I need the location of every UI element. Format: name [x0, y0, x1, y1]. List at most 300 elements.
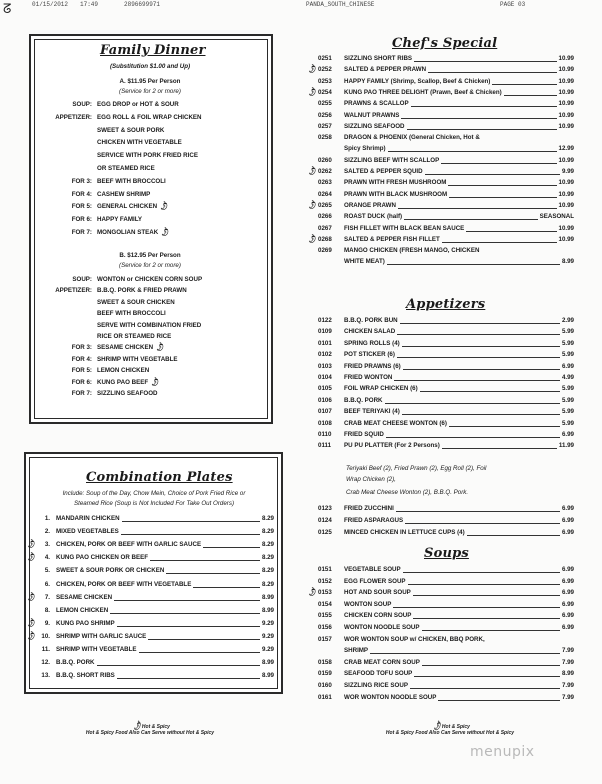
combo-number: 12.: [41, 659, 50, 667]
combo-price: 8.99: [261, 672, 274, 680]
chef-number: 0258: [318, 134, 332, 142]
app-number: 0105: [318, 385, 332, 393]
combo-number: 5.: [44, 567, 50, 575]
plan-b-label: FOR 5:: [71, 367, 92, 375]
plan-b-label: APPETIZER:: [55, 287, 92, 295]
plan-a-item: EGG ROLL & FOIL WRAP CHICKEN: [97, 113, 202, 121]
platter-note-3: Crab Meat Cheese Wonton (2), B.B.Q. Pork.: [346, 489, 469, 496]
pepper-icon: 🌶: [306, 64, 319, 76]
chef-row: [318, 133, 574, 144]
chef-row: [318, 257, 574, 268]
soup-name: CHICKEN CORN SOUP: [344, 612, 412, 620]
right-footer-legend: 🌶Hot & Spicy: [431, 721, 470, 732]
soup-leader: [344, 653, 574, 654]
plan-a-item: SERVICE WITH PORK FRIED RICE: [97, 152, 198, 160]
combo-row: [25, 539, 274, 551]
plan-a-item: SWEET & SOUR PORK: [97, 126, 165, 134]
combo-price: 9.29: [261, 619, 274, 627]
soup-name: VEGETABLE SOUP: [344, 566, 401, 573]
combination-note-1: Include: Soup of the Day, Chow Mein, Choice of Pork Fried Rice or: [62, 490, 246, 497]
chef-row: [318, 77, 574, 88]
soup-price: 7.99: [561, 693, 574, 701]
chef-price: 8.99: [561, 258, 574, 266]
soup-price: 6.99: [561, 566, 574, 573]
app-price: 4.99: [561, 374, 574, 381]
combo-price: 8.29: [261, 580, 274, 588]
soup-row: [318, 577, 574, 588]
chef-number: 0267: [318, 224, 332, 232]
app-row: [318, 441, 574, 452]
chef-price: 10.99: [558, 156, 574, 164]
chef-number: 0266: [318, 213, 332, 221]
app-name: B.B.Q. PORK BUN: [344, 317, 398, 324]
combo-name: CHICKEN, PORK OR BEEF WITH VEGETABLE: [56, 580, 192, 588]
pepper-icon: 🌶: [306, 234, 319, 245]
plan-b-item: SIZZLING SEAFOOD: [97, 390, 158, 397]
soup-number: 0154: [318, 600, 332, 608]
app-row: [318, 373, 574, 384]
combo-row: [25, 552, 274, 564]
chef-price: 10.99: [558, 66, 574, 74]
soup-number: 0158: [318, 658, 332, 666]
app-price: 6.99: [561, 362, 574, 370]
chef-row: [318, 190, 574, 201]
fax-date: 01/15/2012: [32, 1, 69, 8]
chef-row: [306, 166, 574, 178]
chef-price: 10.99: [558, 111, 574, 119]
app-price: 6.99: [561, 529, 574, 537]
chef-name: SIZZLING SHORT RIBS: [344, 55, 413, 62]
combo-name: B.B.Q. SHORT RIBS: [56, 672, 115, 680]
plan-b-price: B. $12.95 Per Person: [119, 252, 181, 259]
soup-number: 0159: [318, 670, 332, 678]
chef-row: [318, 111, 574, 122]
pepper-icon: 🌶: [306, 587, 319, 598]
soup-price: 7.99: [561, 647, 574, 655]
app-number: 0103: [318, 362, 332, 370]
combo-name: KUNG PAO CHICKEN OR BEEF: [56, 554, 149, 562]
combination-note-2: Steamed Rice (Soup is Not Included For Take Out Orders): [73, 500, 235, 507]
app-row: [318, 504, 574, 515]
combo-name: MIXED VEGETABLES: [56, 528, 119, 536]
app-name: FRIED ZUCCHINI: [344, 505, 394, 512]
app-row: [318, 419, 574, 430]
app-number: 0107: [318, 408, 332, 416]
app-number: 0108: [318, 419, 332, 427]
chef-price: 10.99: [558, 122, 574, 130]
app-number: 0109: [318, 328, 332, 336]
plan-a-item: HAPPY FAMILY: [97, 216, 143, 224]
plan-b-item: KUNG PAO BEEF 🌶: [97, 376, 161, 388]
plan-a-serving: (Service for 2 or more): [119, 88, 181, 95]
app-number: 0124: [318, 517, 332, 525]
app-price: 5.99: [561, 339, 574, 347]
app-price: 2.99: [561, 317, 574, 324]
combo-row: [36, 671, 274, 682]
app-name: CRAB MEAT CHEESE WONTON (6): [344, 419, 447, 427]
right-footer-note: Hot & Spicy Food Also Can Serve without Hot & Spicy: [385, 730, 515, 736]
left-footer-note: Hot & Spicy Food Also Can Serve without Hot & Spicy: [85, 730, 215, 736]
combo-name: MANDARIN CHICKEN: [56, 515, 120, 522]
soup-price: 6.99: [561, 589, 574, 597]
combo-number: 11.: [41, 646, 50, 653]
app-row: [318, 407, 574, 418]
combo-number: 2.: [44, 528, 50, 536]
chef-name: SALTED & PEPPER PRAWN: [344, 66, 427, 74]
app-name: POT STICKER (6): [344, 351, 395, 359]
combo-price: 8.29: [261, 554, 274, 562]
app-number: 0106: [318, 396, 332, 404]
soup-name: WONTON SOUP: [344, 600, 392, 608]
app-row: [318, 339, 574, 350]
platter-note-1: Teriyaki Beef (2), Fried Prawn (2), Egg Roll (2), Foil: [346, 465, 487, 472]
chef-row: [318, 224, 574, 235]
combo-row: [36, 645, 274, 656]
chef-name: SIZZLING BEEF WITH SCALLOP: [344, 156, 440, 164]
combo-number: 4.: [44, 554, 50, 562]
pepper-icon: 🌶: [159, 227, 171, 238]
soup-number: 0153: [318, 589, 332, 597]
plan-a-item: BEEF WITH BROCCOLI: [97, 177, 166, 185]
soup-row: [318, 565, 574, 576]
plan-a-label: APPETIZER:: [55, 113, 92, 121]
plan-b-item: BEEF WITH BROCCOLI: [97, 310, 166, 318]
chef-row: [318, 246, 574, 257]
soups-title: Soups: [424, 546, 469, 561]
soup-row: [318, 600, 574, 611]
soup-row: [318, 681, 574, 692]
chef-name: PRAWN WITH FRESH MUSHROOM: [344, 179, 447, 187]
combo-name: SESAME CHICKEN: [56, 593, 113, 601]
app-number: 0104: [318, 374, 332, 381]
combo-name: SHRIMP WITH VEGETABLE: [56, 646, 137, 653]
plan-b-label: FOR 7:: [71, 390, 92, 397]
chef-name: ROAST DUCK (half): [344, 213, 403, 221]
fax-phone: 2896699971: [124, 1, 161, 8]
app-number: 0102: [318, 351, 332, 359]
app-row: [318, 362, 574, 373]
platter-note-2: Wrap Chicken (2),: [346, 476, 396, 483]
chef-row: [306, 87, 574, 99]
pepper-icon: 🌶: [149, 376, 161, 388]
plan-b-item: SERVE WITH COMBINATION FRIED: [97, 321, 202, 329]
plan-b-item: SESAME CHICKEN 🌶: [97, 342, 166, 354]
plan-a-item: MONGOLIAN STEAK 🌶: [97, 227, 171, 238]
chef-number: 0260: [318, 156, 332, 164]
watermark: menupix: [470, 744, 535, 760]
combo-name: B.B.Q. PORK: [56, 659, 95, 667]
pepper-icon: 🌶: [306, 166, 319, 177]
plan-a-label: SOUP:: [72, 101, 92, 108]
soup-number: 0160: [318, 682, 332, 689]
soup-row: [318, 693, 574, 704]
soup-number: 0156: [318, 624, 332, 631]
app-name: BEEF TERIYAKI (4): [344, 408, 400, 416]
pepper-icon: 🌶: [25, 631, 38, 642]
pepper-icon: 🌶: [25, 539, 38, 550]
chef-number: 0262: [318, 168, 332, 175]
pepper-icon: 🌶: [431, 721, 443, 732]
soup-number: 0151: [318, 566, 332, 573]
pepper-icon: 🌶: [306, 200, 319, 211]
chef-name: WALNUT PRAWNS: [344, 111, 400, 119]
pepper-icon: 🌶: [25, 618, 38, 629]
app-name: FOIL WRAP CHICKEN (6): [344, 385, 418, 393]
fax-sender: PANDA_SOUTH_CHINESE: [306, 1, 375, 8]
app-price: 5.99: [561, 408, 574, 416]
chef-price: 10.99: [558, 224, 574, 232]
family-dinner-subtitle: (Substitution $1.00 and Up): [109, 63, 191, 70]
soup-name: WONTON NOODLE SOUP: [344, 624, 420, 631]
app-price: 5.99: [561, 351, 574, 359]
chef-row: [318, 99, 574, 110]
soup-price: 7.99: [561, 682, 574, 689]
chef-name: SALTED & PEPPER FISH FILLET: [344, 235, 440, 243]
chef-name: FISH FILLET WITH BLACK BEAN SAUCE: [344, 224, 465, 232]
app-name: PU PU PLATTER (For 2 Persons): [344, 442, 440, 450]
soup-number: 0157: [318, 635, 332, 643]
soup-number: 0155: [318, 612, 332, 620]
chef-price: 10.99: [558, 77, 574, 85]
plan-b-label: FOR 3:: [71, 344, 92, 352]
combo-price: 8.99: [261, 606, 274, 614]
chef-name: PRAWNS & SCALLOP: [344, 100, 409, 108]
plan-a-label: FOR 7:: [71, 229, 92, 236]
combo-number: 9.: [44, 619, 50, 627]
plan-a-item: CHICKEN WITH VEGETABLE: [97, 139, 182, 147]
combo-name: KUNG PAO SHRIMP: [56, 619, 115, 627]
soup-name: WOR WONTON SOUP w/ CHICKEN, BBQ PORK,: [344, 635, 485, 643]
plan-b-item: RICE OR STEAMED RICE: [97, 333, 172, 340]
combo-name: SWEET & SOUR PORK OR CHICKEN: [56, 567, 165, 575]
plan-a-label: FOR 3:: [71, 177, 92, 185]
combo-price: 8.99: [261, 593, 274, 601]
combo-price: 8.29: [261, 541, 274, 549]
left-footer: [30, 721, 270, 736]
chef-price: SEASONAL: [539, 213, 574, 221]
chef-number: 0257: [318, 122, 332, 130]
plan-a-label: FOR 5:: [71, 203, 92, 211]
fax-page: PAGE 03: [500, 1, 526, 8]
chef-number: 0265: [318, 201, 332, 209]
combo-number: 10.: [41, 632, 50, 640]
pepper-icon: 🌶: [25, 591, 38, 603]
soup-row: [318, 646, 574, 657]
chef-name: SIZZLING SEAFOOD: [344, 122, 405, 130]
plan-b-label: FOR 4:: [71, 355, 92, 363]
soup-row: [318, 611, 574, 622]
chef-name: ORANGE PRAWN: [344, 201, 396, 209]
chef-row: [318, 178, 574, 189]
plan-b-label: FOR 6:: [71, 378, 92, 386]
chef-price: 10.99: [558, 88, 574, 96]
soup-row: [318, 635, 574, 646]
app-row: [318, 316, 574, 327]
plan-b-item: SHRIMP WITH VEGETABLE: [97, 355, 178, 363]
app-name: FRIED WONTON: [344, 374, 393, 381]
soup-name: EGG FLOWER SOUP: [344, 577, 406, 585]
chef-name: PRAWN WITH BLACK MUSHROOM: [344, 190, 448, 198]
soup-price: 7.99: [561, 658, 574, 666]
soup-price: 6.99: [561, 612, 574, 620]
chef-row: [306, 200, 574, 212]
combo-name: LEMON CHICKEN: [56, 606, 109, 614]
app-number: 0111: [318, 442, 332, 450]
fax-time: 17:49: [80, 1, 99, 8]
app-name: FRIED ASPARAGUS: [344, 517, 404, 525]
corner-mark-icon: ᘔ: [3, 1, 12, 16]
chef-name: DRAGON & PHOENIX (General Chicken, Hot &: [344, 134, 480, 142]
app-name: SPRING ROLLS (4): [344, 339, 400, 347]
chef-name: Spicy Shrimp): [344, 145, 386, 153]
plan-b-label: SOUP:: [72, 276, 92, 283]
combo-row: [36, 566, 274, 577]
app-price: 5.99: [561, 385, 574, 393]
app-price: 5.99: [561, 328, 574, 336]
combo-number: 3.: [44, 541, 50, 549]
right-footer: [330, 721, 570, 736]
pepper-icon: 🌶: [131, 721, 143, 732]
app-row: [318, 396, 574, 407]
plan-a-price: A. $11.95 Per Person: [119, 78, 181, 85]
combo-name: SHRIMP WITH GARLIC SAUCE: [56, 632, 147, 640]
soup-price: 6.99: [561, 600, 574, 608]
pepper-icon: 🌶: [306, 87, 319, 98]
chef-price: 10.99: [558, 100, 574, 108]
chef-number: 0255: [318, 100, 332, 108]
plan-a-label: FOR 4:: [71, 190, 92, 198]
app-price: 11.99: [558, 442, 574, 450]
chef-price: 10.99: [558, 179, 574, 187]
combo-row: [36, 606, 274, 617]
combo-price: 8.99: [261, 659, 274, 667]
chef-row: [318, 122, 574, 133]
chef-number: 0251: [318, 55, 332, 62]
app-price: 5.99: [561, 419, 574, 427]
combo-number: 7.: [44, 593, 50, 601]
appetizers-title: Appetizers: [406, 297, 486, 312]
chef-price: 10.99: [558, 190, 574, 198]
plan-a-item: OR STEAMED RICE: [97, 165, 155, 172]
soup-price: 8.99: [561, 670, 574, 678]
plan-a-item: EGG DROP or HOT & SOUR: [97, 101, 179, 108]
pepper-icon: 🌶: [154, 342, 166, 354]
soup-row: [318, 658, 574, 669]
combo-row: [25, 618, 274, 630]
chef-number: 0254: [318, 88, 332, 96]
app-name: B.B.Q. PORK: [344, 396, 383, 404]
pepper-icon: 🌶: [25, 552, 38, 564]
plan-a-item: CASHEW SHRIMP: [97, 190, 151, 198]
chef-row: [306, 64, 574, 76]
combo-row: [36, 527, 274, 538]
soup-name: SHRIMP: [344, 647, 369, 655]
combo-row: [36, 514, 274, 525]
app-number: 0122: [318, 317, 332, 324]
chef-number: 0268: [318, 235, 332, 243]
combo-number: 13.: [41, 672, 50, 680]
chef-name: SALTED & PEPPER SQUID: [344, 168, 423, 175]
plan-b-item: SWEET & SOUR CHICKEN: [97, 298, 175, 306]
combo-name: CHICKEN, PORK OR BEEF WITH GARLIC SAUCE: [56, 541, 202, 549]
pepper-icon: 🌶: [158, 201, 170, 213]
combo-price: 8.29: [261, 515, 274, 522]
plan-a-item: GENERAL CHICKEN 🌶: [97, 201, 170, 213]
chef-row: [318, 144, 574, 155]
combo-number: 1.: [44, 515, 50, 522]
chef-number: 0253: [318, 77, 332, 85]
chef-row: [318, 212, 574, 223]
soup-number: 0161: [318, 693, 332, 701]
app-name: CHICKEN SALAD: [344, 328, 396, 336]
app-row: [318, 430, 574, 441]
soup-price: 6.99: [561, 577, 574, 585]
soup-row: [318, 669, 574, 680]
chef-price: 10.99: [558, 201, 574, 209]
soup-row: [306, 587, 574, 599]
app-row: [318, 516, 574, 527]
chef-price: 9.99: [561, 168, 574, 175]
soup-name: CRAB MEAT CORN SOUP: [344, 658, 420, 666]
chef-number: 0264: [318, 190, 332, 198]
app-price: 6.99: [561, 505, 574, 512]
combo-price: 8.29: [261, 567, 274, 575]
combo-row: [36, 580, 274, 591]
soup-row: [318, 623, 574, 634]
plan-a-label: FOR 6:: [71, 216, 92, 224]
app-row: [318, 528, 574, 539]
combo-row: [36, 658, 274, 669]
plan-b-item: WONTON or CHICKEN CORN SOUP: [97, 276, 203, 283]
app-row: [318, 384, 574, 395]
combo-price: 9.29: [261, 632, 274, 640]
chef-number: 0269: [318, 247, 332, 255]
app-price: 5.99: [561, 396, 574, 404]
chef-number: 0256: [318, 111, 332, 119]
chef-row: [318, 54, 574, 65]
chef-name: HAPPY FAMILY (Shrimp, Scallop, Beef & Chicken): [344, 77, 491, 85]
soup-price: 6.99: [561, 624, 574, 631]
app-number: 0110: [318, 431, 332, 438]
app-name: MINCED CHICKEN IN LETTUCE CUPS (4): [344, 529, 465, 537]
combo-row: [25, 591, 274, 604]
fax-header: [6, 1, 596, 11]
chef-row: [318, 156, 574, 167]
app-number: 0125: [318, 529, 332, 537]
combo-price: 8.29: [261, 528, 274, 536]
plan-b-serving: (Service for 2 or more): [119, 262, 181, 269]
chef-price: 10.99: [558, 235, 574, 243]
chef-name: WHITE MEAT): [344, 258, 385, 266]
soup-number: 0152: [318, 577, 332, 585]
chef-price: 12.99: [558, 145, 574, 153]
app-number: 0123: [318, 505, 332, 512]
app-name: FRIED SQUID: [344, 431, 384, 438]
app-number: 0101: [318, 339, 332, 347]
family-dinner-title: Family Dinner: [100, 43, 206, 58]
chef-row: [306, 234, 574, 246]
app-name: FRIED PRAWNS (6): [344, 362, 401, 370]
app-row: [318, 350, 574, 361]
app-price: 6.99: [561, 517, 574, 525]
left-footer-legend: 🌶Hot & Spicy: [131, 721, 170, 732]
app-price: 6.99: [561, 431, 574, 438]
plan-b-item: LEMON CHICKEN: [97, 367, 150, 375]
combination-plates-title: Combination Plates: [86, 470, 233, 485]
combo-row: [25, 631, 274, 643]
chef-number: 0252: [318, 66, 332, 74]
soup-name: HOT AND SOUR SOUP: [344, 589, 411, 597]
